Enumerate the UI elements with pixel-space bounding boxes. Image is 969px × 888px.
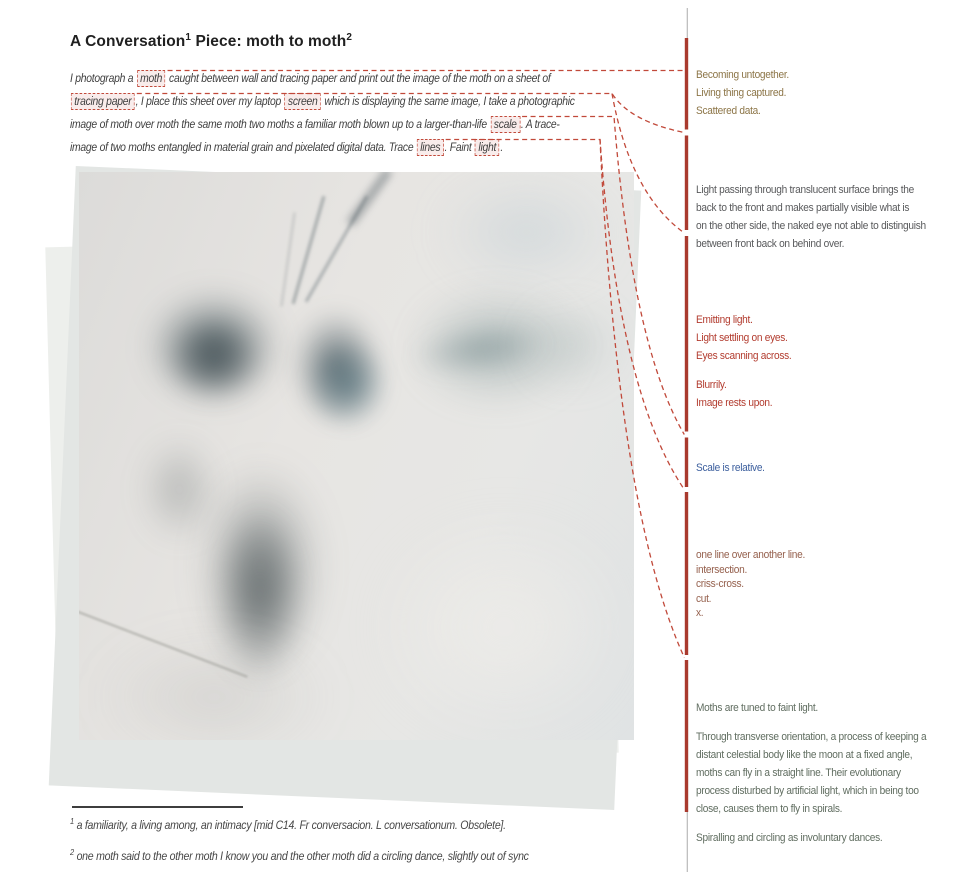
annotation-paragraph [696, 728, 947, 818]
annotation-line: Scattered data. [696, 105, 761, 117]
footnote-1 [70, 816, 686, 832]
annotation-lines [696, 548, 947, 621]
annotation-line: Image rests upon. [696, 397, 773, 409]
annotation-line: Through transverse orientation, a process of keeping a [696, 731, 927, 743]
annotation-line: x. [696, 607, 704, 620]
annotation-line: cut. [696, 592, 712, 605]
footnote-marker: 2 [70, 847, 74, 857]
annotation-paragraph [696, 459, 947, 477]
annotation-light-eyes [696, 311, 947, 412]
footnote-marker: 1 [70, 816, 74, 826]
paragraph-text: caught between wall and tracing paper and print out the image of the moth on a sheet of [166, 71, 551, 85]
boxed-word-screen: screen [285, 93, 321, 110]
annotation-moth-light [696, 699, 947, 847]
annotation-line: Spiralling and circling as involuntary dances. [696, 832, 883, 844]
annotation-line: Eyes scanning across. [696, 350, 792, 362]
annotation-capture [696, 66, 947, 120]
annotation-line: distant celestial body like the moon at a fixed angle, [696, 749, 913, 761]
footnote-rule [72, 806, 243, 808]
paragraph-text: image of two moths entangled in material grain and pixelated digital data. Trace [70, 140, 416, 154]
annotation-line: close, causes them to fly in spirals. [696, 803, 843, 815]
annotation-line: process disturbed by artificial light, which in being too [696, 785, 919, 797]
footnote-2 [70, 847, 686, 863]
boxed-word-tracing-paper: tracing paper [71, 93, 135, 110]
page-title [70, 32, 352, 51]
paragraph-line [70, 113, 665, 136]
title-footnote-ref-1: 1 [185, 32, 192, 43]
annotation-line: Living thing captured. [696, 87, 787, 99]
annotation-line: Emitting light. [696, 314, 753, 326]
paragraph-text: which is displaying the same image, I take a photographic [321, 94, 575, 108]
title-text-2: Piece: moth to moth [191, 33, 347, 51]
paragraph-text: . A trace- [520, 117, 560, 131]
annotation-paragraph [696, 699, 947, 717]
annotation-line: between front back on behind over. [696, 238, 845, 250]
annotation-paragraph [696, 181, 947, 253]
paragraph-line [70, 67, 665, 90]
annotation-line: Moths are tuned to faint light. [696, 702, 818, 714]
annotation-line: Blurrily. [696, 379, 727, 391]
paragraph-line [70, 136, 665, 159]
annotation-line: Becoming untogether. [696, 69, 789, 81]
annotation-line: on the other side, the naked eye not able to distinguish [696, 220, 926, 232]
annotation-line: criss-cross. [696, 578, 744, 591]
boxed-word-lines: lines [417, 139, 444, 156]
annotation-paragraph [696, 311, 947, 365]
paragraph-text: . [500, 140, 504, 154]
annotation-paragraph [696, 376, 947, 412]
annotation-translucent [696, 181, 947, 253]
annotation-line: Light settling on eyes. [696, 332, 788, 344]
annotation-line: Light passing through translucent surface brings the [696, 184, 914, 196]
annotation-line: one line over another line. [696, 549, 806, 561]
paragraph-line [70, 90, 665, 113]
annotation-paragraph [696, 548, 947, 621]
annotation-paragraph [696, 66, 947, 120]
footnote-text: a familiarity, a living among, an intimacy [mid C14. Fr conversacion. L conversationum. Obsolete]. [73, 818, 506, 832]
annotation-paragraph [696, 829, 947, 847]
annotation-line: moths can fly in a straight line. Their evolutionary [696, 767, 901, 779]
paragraph-text: image of moth over moth the same moth two moths a familiar moth blown up to a larger-than-life [70, 117, 490, 131]
paragraph-text: I photograph a [70, 71, 136, 85]
annotation-line: back to the front and makes partially visible what is [696, 202, 910, 214]
paragraph-text: , I place this sheet over my laptop [135, 94, 284, 108]
intro-paragraph [70, 67, 665, 159]
annotation-line: Scale is relative. [696, 462, 765, 474]
boxed-word-light: light [475, 139, 500, 156]
title-text: A Conversation [70, 33, 186, 51]
boxed-word-scale: scale [490, 116, 520, 133]
footnote-text: one moth said to the other moth I know you and the other moth did a circling dance, slightly out of sync [73, 849, 529, 863]
boxed-word-moth: moth [137, 70, 166, 87]
title-footnote-ref-2: 2 [346, 32, 353, 43]
annotation-scale [696, 459, 947, 477]
annotation-line: intersection. [696, 563, 747, 576]
paragraph-text: . Faint [444, 140, 475, 154]
